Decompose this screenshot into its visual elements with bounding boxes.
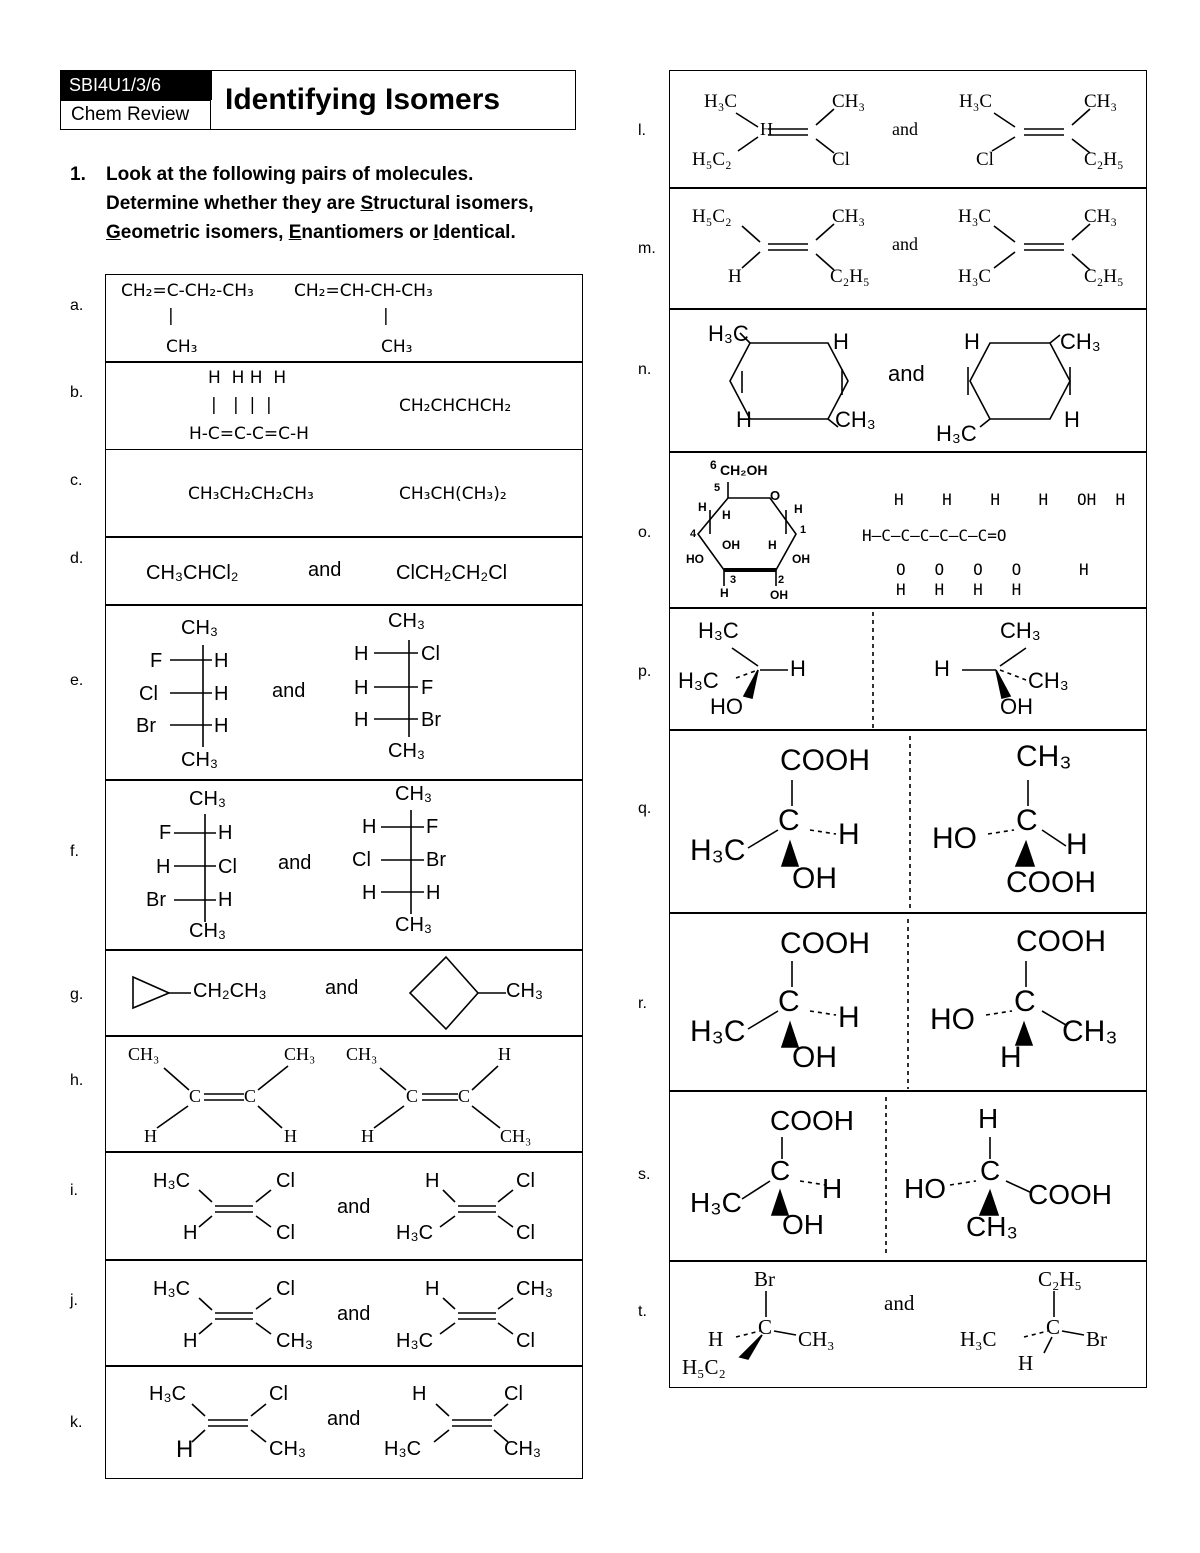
item-g-box: CH₂CH₃ and CH₃ [105, 949, 583, 1037]
item-d-m2: ClCH₂CH₂Cl [396, 562, 508, 584]
label-o: o. [638, 524, 652, 541]
item-j-box: H₃C Cl H CH₃ and H CH₃ H₃C Cl [105, 1259, 583, 1367]
header-box [60, 70, 576, 130]
item-d-m1: CH₃CHCl₂ [146, 562, 239, 584]
item-o-chain: H–C–C–C–C–C–C=O [862, 526, 1007, 545]
item-k-box: H₃C Cl H CH₃ and H Cl H₃C CH₃ [105, 1365, 583, 1479]
item-a-box: CH₂=C-CH₂-CH₃ | CH₃ CH₂=CH-CH-CH₃ | CH₃ [105, 274, 583, 363]
item-l-box: H₃C CH₃ H₅C₂ Cl H and H₃C CH₃ Cl C₂H₅ [669, 70, 1147, 189]
label-a: a. [70, 297, 84, 314]
label-j: j. [70, 1292, 78, 1309]
label-f: f. [70, 843, 79, 860]
item-h-box: CH₃ CH₃ H H C C CH₃ H H CH₃ C C [105, 1035, 583, 1153]
item-i-box: H₃C Cl H Cl and H Cl H₃C Cl [105, 1151, 583, 1261]
item-a-m1: CH₂=C-CH₂-CH₃ [121, 281, 254, 301]
label-p: p. [638, 663, 652, 680]
header-subtitle: Chem Review [61, 100, 211, 129]
label-r: r. [638, 995, 647, 1012]
label-m: m. [638, 240, 656, 257]
item-b-m1: H-C=C-C=C-H [189, 424, 309, 444]
item-q-box: COOH C H H₃C OH CH₃ HO C H COOH [669, 729, 1147, 914]
item-d-box: CH₃CHCl₂ and ClCH₂CH₂Cl [105, 536, 583, 606]
label-g: g. [70, 986, 84, 1003]
item-e-box: CH₃ F H Cl H Br H CH₃ and CH₃ H Cl H F H Br CH₃ [105, 604, 583, 781]
item-f-box: CH₃ F H H Cl Br H CH₃ and CH₃ H F Cl Br H H CH₃ [105, 779, 583, 951]
item-b-box: H H H H | | | | H-C=C-C=C-H CH₂CHCHCH₂ [105, 361, 583, 450]
label-i: i. [70, 1182, 78, 1199]
item-g-m2: CH₃ [506, 980, 544, 1002]
item-m-box: H₅C₂ CH₃ H C₂H₅ and H₃C CH₃ H₃C C₂H₅ [669, 187, 1147, 310]
item-a-m2: CH₂=CH-CH-CH₃ [294, 281, 433, 301]
label-c: c. [70, 472, 83, 489]
label-t: t. [638, 1303, 647, 1320]
label-q: q. [638, 800, 652, 817]
label-l: l. [638, 122, 646, 139]
label-k: k. [70, 1414, 83, 1431]
item-t-box: Br H C CH₃ H₅C₂ and C₂H₅ H₃C C Br H [669, 1260, 1147, 1388]
question-text: 1. Look at the following pairs of molecules. Determine whether they are Structural isomers, Geometric isomers, Enantiomers or Identical. [70, 164, 534, 243]
item-r-box: COOH C H H₃C OH COOH HO C CH₃ H [669, 912, 1147, 1092]
label-n: n. [638, 361, 652, 378]
item-o-box: 6 CH₂OH 5 O H H H 4 1 OH H HO OH 3 2 H OH H H H H OH H H–C–C–C–C–C–C=O O O O O H H H H H [669, 451, 1147, 609]
course-code: SBI4U1/3/6 [61, 71, 211, 100]
page-title: Identifying Isomers [225, 83, 501, 116]
item-f-fischer-lines [106, 780, 584, 952]
label-e: e. [70, 672, 84, 689]
item-b-m2: CH₂CHCHCH₂ [399, 396, 512, 416]
item-c-m2: CH₃CH(CH₃)₂ [399, 484, 507, 504]
item-c-m1: CH₃CH₂CH₂CH₃ [188, 484, 314, 504]
item-g-m1: CH₂CH₃ [193, 980, 267, 1002]
item-s-box: COOH C H H₃C OH H HO C COOH CH₃ [669, 1090, 1147, 1262]
label-s: s. [638, 1166, 651, 1183]
item-p-box: H₃C H₃C H HO CH₃ H CH₃ OH [669, 607, 1147, 731]
label-b: b. [70, 384, 84, 401]
item-n-box: H₃C H H CH₃ and H CH₃ H₃C H [669, 308, 1147, 453]
label-h: h. [70, 1072, 84, 1089]
label-d: d. [70, 550, 84, 567]
item-c-box [105, 449, 583, 538]
item-e-fischer-lines [106, 605, 584, 782]
